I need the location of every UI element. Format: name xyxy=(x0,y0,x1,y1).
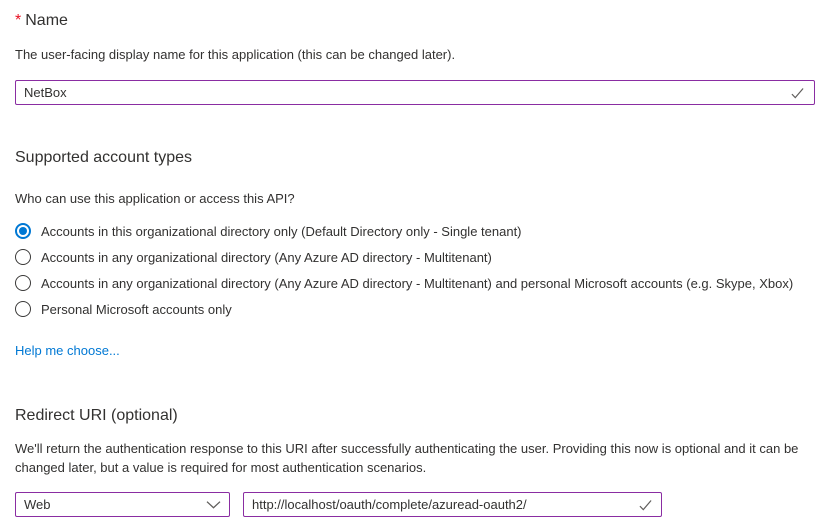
radio-unselected-icon[interactable] xyxy=(15,275,31,291)
redirect-uri-input-wrap xyxy=(243,492,662,517)
check-icon xyxy=(790,86,805,99)
redirect-uri-description: We'll return the authentication response to this URI after successfully authenticating the user. Providing this now is optional and it can be changed later, but a value is required for most authentication scenarios. xyxy=(15,441,799,475)
name-heading-label: Name xyxy=(25,12,68,29)
account-type-option-0[interactable] xyxy=(15,218,814,244)
radio-selected-icon[interactable] xyxy=(15,223,31,239)
redirect-uri-input[interactable] xyxy=(243,492,662,517)
platform-select[interactable] xyxy=(15,492,230,517)
account-type-option-label: Accounts in any organizational directory (Any Azure AD directory - Multitenant) xyxy=(41,249,492,265)
help-me-choose-link[interactable]: Help me choose... xyxy=(15,343,120,358)
account-type-option-label: Personal Microsoft accounts only xyxy=(41,301,232,317)
account-type-option-2[interactable] xyxy=(15,270,814,296)
account-type-option-label: Accounts in this organizational directory only (Default Directory only - Single tenant) xyxy=(41,223,522,239)
account-type-option-3[interactable] xyxy=(15,296,814,322)
account-type-radio-group xyxy=(15,218,814,322)
chevron-down-icon xyxy=(206,500,221,509)
name-section-heading xyxy=(15,11,814,31)
radio-unselected-icon[interactable] xyxy=(15,301,31,317)
redirect-uri-heading: Redirect URI (optional) xyxy=(15,407,178,424)
redirect-uri-controls xyxy=(15,492,814,517)
radio-unselected-icon[interactable] xyxy=(15,249,31,265)
check-icon xyxy=(638,498,653,511)
account-types-section xyxy=(15,148,814,360)
name-input[interactable] xyxy=(15,80,815,105)
name-input-wrap xyxy=(15,80,814,105)
redirect-uri-section xyxy=(15,406,814,517)
platform-select-value: Web xyxy=(24,497,51,512)
account-type-option-label: Accounts in any organizational directory (Any Azure AD directory - Multitenant) and personal Microsoft accounts (e.g. Skype, Xbox) xyxy=(41,275,794,291)
required-asterisk: * xyxy=(15,12,22,29)
account-types-heading: Supported account types xyxy=(15,149,193,166)
account-type-option-1[interactable] xyxy=(15,244,814,270)
account-types-question: Who can use this application or access this API? xyxy=(15,191,295,206)
platform-select-wrap xyxy=(15,492,230,517)
name-description: The user-facing display name for this application (this can be changed later). xyxy=(15,47,456,62)
